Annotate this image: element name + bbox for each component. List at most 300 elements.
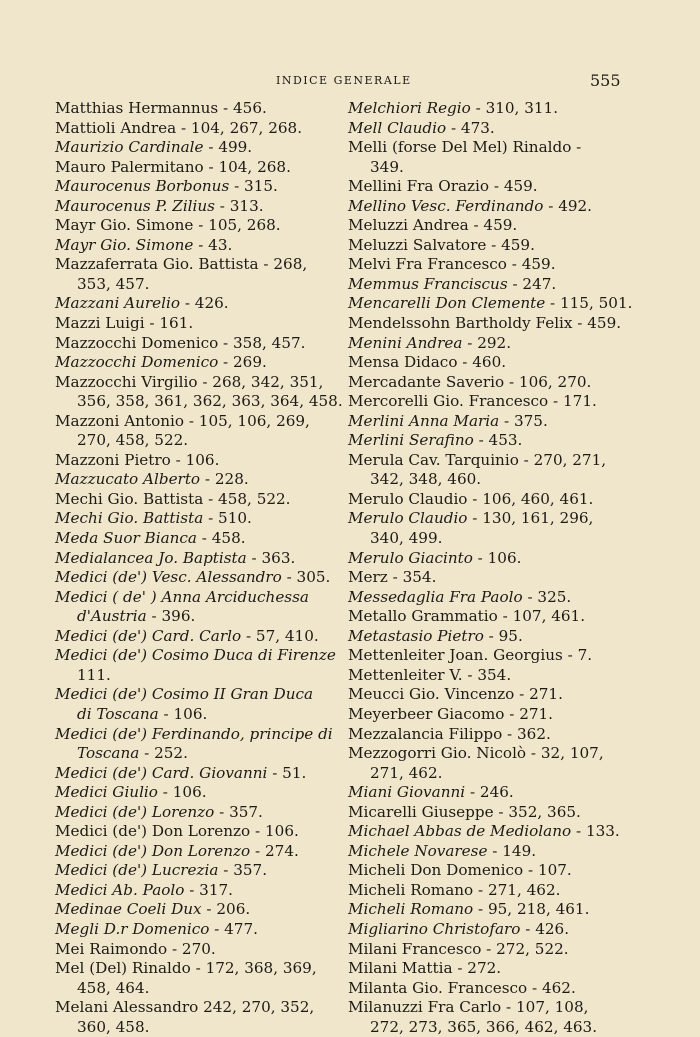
entry-name: Micheli Don Domenico xyxy=(348,861,524,880)
entry-line xyxy=(348,881,620,901)
index-entry xyxy=(55,627,335,647)
index-entry xyxy=(348,216,620,236)
index-entry xyxy=(55,685,335,724)
entry-page-refs: - 270, 271, xyxy=(518,450,607,469)
entry-page-refs: 360, 458. xyxy=(77,1017,150,1036)
entry-name: Medici (de') Don Lorenzo xyxy=(55,822,251,841)
entry-name: Memmus Franciscus xyxy=(348,274,508,293)
entry-page-refs: - 357. xyxy=(218,861,268,880)
entry-line xyxy=(55,294,335,314)
entry-name: Melli (forse Del Mel) Rinaldo xyxy=(348,138,572,157)
entry-line xyxy=(55,568,335,588)
entry-name: Maurocenus P. Zilius xyxy=(55,196,215,215)
entry-line xyxy=(55,529,335,549)
entry-page-refs: - 161. xyxy=(144,314,194,333)
entry-name: Milani Mattia xyxy=(348,959,453,978)
entry-name: Mazzocchi Virgilio xyxy=(55,372,198,391)
entry-page-refs: - 269. xyxy=(218,353,267,372)
entry-line xyxy=(348,940,620,960)
index-entry xyxy=(348,353,620,373)
entry-page-refs: - 43. xyxy=(193,235,233,254)
index-entry xyxy=(348,294,633,314)
entry-page-refs: - 206. xyxy=(201,900,251,919)
entry-name: Mazzucato Alberto xyxy=(55,470,201,489)
entry-continuation xyxy=(55,1018,335,1037)
entry-name: Merulo Claudio xyxy=(348,489,468,508)
entry-name: Melvi Fra Francesco xyxy=(348,255,507,274)
entry-line xyxy=(348,490,620,510)
entry-name: Mezzalancia Filippo xyxy=(348,724,503,743)
entry-name: Mazzocchi Domenico xyxy=(55,333,219,352)
right-index-column xyxy=(348,99,633,1037)
entry-name: Merulo Giacinto xyxy=(348,548,473,567)
entry-page-refs: - 105, 268. xyxy=(193,216,281,235)
entry-continuation xyxy=(55,705,335,725)
entry-page-refs: - 51. xyxy=(267,763,307,782)
index-entry xyxy=(55,764,335,784)
entry-page-refs: - 459. xyxy=(468,216,518,235)
entry-line xyxy=(348,666,620,686)
entry-name: Mettenleiter Joan. Georgius xyxy=(348,646,563,665)
entry-line xyxy=(348,353,620,373)
entry-page-refs: - 458, 522. xyxy=(203,489,291,508)
entry-page-refs: - 352, 365. xyxy=(493,802,581,821)
entry-page-refs: - 271. xyxy=(504,704,554,723)
entry-page-refs: - 315. xyxy=(229,177,278,196)
entry-name: Mazzoni Pietro xyxy=(55,450,171,469)
index-entry xyxy=(55,646,335,685)
entry-page-refs: - 292. xyxy=(462,333,512,352)
entry-name: Miani Giovanni xyxy=(348,783,466,802)
entry-page-refs: - 246. xyxy=(465,783,514,802)
entry-line xyxy=(348,275,620,295)
entry-name: Toscana xyxy=(77,744,140,763)
index-entry xyxy=(55,725,335,764)
entry-page-refs: - 107. xyxy=(523,861,572,880)
entry-page-refs: - 268, xyxy=(258,255,308,274)
entry-line xyxy=(348,412,620,432)
index-entry xyxy=(55,412,335,451)
entry-name: Mazzi Luigi xyxy=(55,314,145,333)
entry-name: Melani Alessandro xyxy=(55,998,199,1017)
entry-page-refs: - 354. xyxy=(462,665,512,684)
entry-page-refs: 111. xyxy=(77,665,111,684)
entry-page-refs: - 106. xyxy=(472,548,522,567)
index-entry xyxy=(55,490,335,510)
entry-line xyxy=(55,353,335,373)
entry-page-refs: 342, 348, 460. xyxy=(370,470,482,489)
index-entry xyxy=(55,783,335,803)
index-entry xyxy=(348,705,620,725)
entry-name: Medici (de') Cosimo Duca di Firenze xyxy=(55,646,336,665)
index-entry xyxy=(55,372,343,412)
entry-line xyxy=(348,822,620,842)
index-entry xyxy=(348,373,620,393)
index-entry xyxy=(348,549,620,569)
entry-line xyxy=(55,334,335,354)
index-entry xyxy=(55,236,335,256)
index-entry xyxy=(55,861,335,881)
entry-name: Mattioli Andrea xyxy=(55,118,177,137)
entry-page-refs: 270, 458, 522. xyxy=(77,431,189,450)
entry-page-refs: - 104, 267, 268. xyxy=(176,118,303,137)
index-entry xyxy=(55,99,335,119)
index-entry xyxy=(348,842,620,862)
index-entry xyxy=(55,509,335,529)
index-entry xyxy=(55,588,335,627)
index-entry xyxy=(55,158,335,178)
index-entry xyxy=(348,431,620,451)
index-entry xyxy=(55,334,335,354)
entry-name: Meyerbeer Giacomo xyxy=(348,704,505,723)
entry-line xyxy=(55,588,335,608)
entry-page-refs: - 477. xyxy=(209,919,258,938)
entry-line xyxy=(55,314,335,334)
entry-page-refs: - 272. xyxy=(452,959,502,978)
entry-line xyxy=(55,646,335,666)
entry-page-refs: - 106. xyxy=(170,450,220,469)
entry-line xyxy=(55,627,335,647)
entry-continuation xyxy=(348,764,620,784)
entry-name: Mazzoni Antonio xyxy=(55,411,184,430)
entry-name: Mezzogorri Gio. Nicolò xyxy=(348,744,527,763)
entry-line xyxy=(55,216,335,236)
entry-continuation xyxy=(55,744,335,764)
entry-page-refs: - 106, 460, 461. xyxy=(467,489,594,508)
entry-line xyxy=(348,920,620,940)
index-entry xyxy=(55,294,335,314)
entry-page-refs: - 105, 106, 269, xyxy=(184,411,310,430)
entry-line xyxy=(55,881,335,901)
index-entry xyxy=(348,803,620,823)
entry-line xyxy=(55,842,335,862)
entry-name: Meucci Gio. Vincenzo xyxy=(348,685,515,704)
entry-line xyxy=(55,940,335,960)
entry-page-refs: - 313. xyxy=(214,196,264,215)
entry-page-refs: - 106. xyxy=(250,822,299,841)
entry-page-refs: - 458. xyxy=(196,529,246,548)
index-entry xyxy=(55,255,335,294)
index-entry xyxy=(55,529,335,549)
index-entry xyxy=(348,822,620,842)
index-entry xyxy=(55,353,335,373)
entry-line xyxy=(55,99,335,119)
index-entry xyxy=(348,627,620,647)
index-entry xyxy=(55,881,335,901)
entry-line xyxy=(55,783,335,803)
index-entry xyxy=(348,412,620,432)
index-entry xyxy=(55,998,335,1037)
index-entry xyxy=(55,197,335,217)
index-entry xyxy=(348,138,620,177)
entry-line xyxy=(348,842,620,862)
entry-line xyxy=(348,803,620,823)
index-entry xyxy=(348,275,620,295)
entry-page-refs: - 133. xyxy=(571,822,620,841)
entry-name: Medici Ab. Paolo xyxy=(55,880,185,899)
entry-line xyxy=(348,255,620,275)
entry-line xyxy=(55,725,335,745)
entry-name: Mechi Gio. Battista xyxy=(55,509,204,528)
running-header xyxy=(0,72,700,94)
entry-page-refs: - 228. xyxy=(200,470,249,489)
entry-line xyxy=(348,373,620,393)
entry-line xyxy=(55,373,335,393)
entry-name: d'Austria xyxy=(77,607,147,626)
entry-line xyxy=(55,255,335,275)
entry-page-refs: - 115, 501. xyxy=(545,294,633,313)
entry-line xyxy=(348,177,620,197)
entry-name: Milani Francesco xyxy=(348,939,482,958)
index-entry xyxy=(348,920,620,940)
index-entry xyxy=(348,861,620,881)
entry-name: Merlini Anna Maria xyxy=(348,411,500,430)
index-entry xyxy=(55,842,335,862)
entry-line xyxy=(348,685,620,705)
entry-continuation xyxy=(55,392,343,412)
index-entry xyxy=(348,900,620,920)
entry-name: Metastasio Pietro xyxy=(348,626,484,645)
entry-page-refs: - 354. xyxy=(387,568,437,587)
entry-name: Milanuzzi Fra Carlo xyxy=(348,998,502,1017)
entry-line xyxy=(55,451,335,471)
entry-page-refs: - 130, 161, 296, xyxy=(467,509,594,528)
entry-line xyxy=(348,236,620,256)
entry-page-refs: - 459. xyxy=(486,235,535,254)
entry-page-refs: - 456. xyxy=(218,99,267,117)
entry-line xyxy=(348,627,620,647)
entry-page-refs: - 426. xyxy=(520,919,570,938)
entry-line xyxy=(348,216,620,236)
index-entry xyxy=(348,177,620,197)
entry-page-refs: - 459. xyxy=(506,255,556,274)
entry-name: Medici (de') Cosimo II Gran Duca xyxy=(55,685,314,704)
entry-name: Mercadante Saverio xyxy=(348,372,505,391)
entry-continuation xyxy=(55,431,335,451)
entry-page-refs: 356, 358, 361, 362, 363, 364, 458. xyxy=(77,392,343,411)
index-entry xyxy=(55,568,335,588)
index-entry xyxy=(55,451,335,471)
entry-name: Maurocenus Borbonus xyxy=(55,177,230,196)
entry-name: Medici (de') Ferdinando, principe di xyxy=(55,724,333,743)
entry-line xyxy=(348,861,620,881)
entry-name: Micheli Romano xyxy=(348,880,474,899)
entry-name: Medici (de') Lorenzo xyxy=(55,802,215,821)
entry-line xyxy=(55,158,335,178)
entry-line xyxy=(55,509,335,529)
entry-name: Mazzaferrata Gio. Battista xyxy=(55,255,259,274)
entry-page-refs: 272, 273, 365, 366, 462, 463. xyxy=(370,1017,598,1036)
entry-name: Mayr Gio. Simone xyxy=(55,235,194,254)
entry-page-refs: - 363. xyxy=(246,548,296,567)
entry-page-refs: - 459. xyxy=(572,314,622,333)
entry-line xyxy=(55,900,335,920)
entry-page-refs: - 247. xyxy=(507,274,557,293)
entry-page-refs: - 317. xyxy=(184,880,233,899)
page-number: 555 xyxy=(590,71,621,90)
entry-line xyxy=(348,900,620,920)
entry-page-refs: - 57, 410. xyxy=(241,626,319,645)
entry-name: Medici (de') Don Lorenzo xyxy=(55,841,251,860)
index-entry xyxy=(348,607,620,627)
index-entry xyxy=(348,119,620,139)
entry-line xyxy=(348,334,620,354)
index-entry xyxy=(348,959,620,979)
entry-continuation xyxy=(348,470,620,490)
index-entry xyxy=(55,822,335,842)
index-entry xyxy=(55,138,335,158)
entry-name: Medici ( de' ) Anna Arciduchessa xyxy=(55,587,309,606)
index-entry xyxy=(348,451,620,490)
entry-name: Megli D.r Domenico xyxy=(55,919,210,938)
entry-line xyxy=(55,764,335,784)
entry-name: Mazzani Aurelio xyxy=(55,294,180,313)
entry-line xyxy=(55,685,335,705)
entry-line xyxy=(55,177,335,197)
left-index-column xyxy=(55,99,343,1037)
entry-name: Micheli Romano xyxy=(348,900,474,919)
entry-name: di Toscana xyxy=(77,704,159,723)
entry-line xyxy=(55,119,335,139)
index-entry xyxy=(55,940,335,960)
entry-page-refs: - 426. xyxy=(180,294,229,313)
entry-name: Milanta Gio. Francesco xyxy=(348,978,528,997)
entry-page-refs: - 375. xyxy=(499,411,548,430)
entry-line xyxy=(348,451,620,471)
entry-line xyxy=(348,431,620,451)
index-entry xyxy=(348,998,620,1037)
entry-page-refs: 353, 457. xyxy=(77,274,150,293)
entry-name: Meluzzi Salvatore xyxy=(348,235,487,254)
index-entry xyxy=(348,744,620,783)
entry-page-refs: - 492. xyxy=(543,196,593,215)
entry-line xyxy=(55,959,335,979)
entry-page-refs: - 305. xyxy=(281,568,331,587)
entry-line xyxy=(55,490,335,510)
entry-line xyxy=(348,979,620,999)
entry-line xyxy=(348,119,620,139)
entry-page-refs: - 462. xyxy=(527,978,576,997)
index-entry xyxy=(55,216,335,236)
entry-continuation xyxy=(348,529,620,549)
entry-line xyxy=(55,138,335,158)
entry-name: Metallo Grammatio xyxy=(348,607,498,626)
entry-line xyxy=(55,549,335,569)
entry-line xyxy=(348,705,620,725)
entry-page-refs: - 362. xyxy=(502,724,551,743)
entry-name: Mettenleiter V. xyxy=(348,665,463,684)
index-entry xyxy=(348,99,620,119)
entry-page-refs: - 272, 522. xyxy=(481,939,569,958)
index-entry xyxy=(348,334,620,354)
entry-name: Medici (de') Card. Giovanni xyxy=(55,763,268,782)
entry-line xyxy=(348,138,620,158)
entry-page-refs: - 274. xyxy=(250,841,299,860)
entry-page-refs: 340, 499. xyxy=(370,529,443,548)
index-entry xyxy=(348,979,620,999)
entry-page-refs: - 460. xyxy=(457,353,507,372)
header-title: INDICE GENERALE xyxy=(276,74,412,87)
index-entry xyxy=(348,314,620,334)
entry-page-refs: - 106. xyxy=(157,783,207,802)
entry-name: Mell Claudio xyxy=(348,118,447,137)
entry-page-refs: - 95, 218, 461. xyxy=(473,900,590,919)
entry-page-refs: - 473. xyxy=(446,118,495,137)
entry-page-refs: 271, 462. xyxy=(370,763,443,782)
entry-line xyxy=(348,588,620,608)
entry-name: Micarelli Giuseppe xyxy=(348,802,494,821)
entry-page-refs: - 104, 268. xyxy=(203,157,291,176)
entry-continuation xyxy=(348,1018,620,1037)
entry-line xyxy=(348,783,620,803)
index-entry xyxy=(55,177,335,197)
index-entry xyxy=(348,392,620,412)
index-entry xyxy=(348,685,620,705)
entry-line xyxy=(348,549,620,569)
entry-name: Mechi Gio. Battista xyxy=(55,489,204,508)
index-entry xyxy=(55,900,335,920)
entry-line xyxy=(55,861,335,881)
entry-name: Medici (de') Vesc. Alessandro xyxy=(55,568,282,587)
entry-page-refs: - 358, 457. xyxy=(218,333,306,352)
entry-name: Mel (Del) Rinaldo xyxy=(55,959,191,978)
entry-continuation xyxy=(55,666,335,686)
entry-line xyxy=(348,959,620,979)
index-entry xyxy=(348,509,620,548)
entry-name: Merlini Serafino xyxy=(348,431,474,450)
index-entry xyxy=(348,881,620,901)
entry-line xyxy=(348,725,620,745)
entry-line xyxy=(55,412,335,432)
entry-line xyxy=(55,470,335,490)
entry-page-refs: - 325. xyxy=(522,587,572,606)
entry-name: Mayr Gio. Simone xyxy=(55,216,194,235)
entry-line xyxy=(348,294,633,314)
entry-name: Mazzocchi Domenico xyxy=(55,353,219,372)
entry-page-refs: - 310, 311. xyxy=(470,99,559,117)
entry-name: Medinae Coeli Dux xyxy=(55,900,202,919)
index-entry xyxy=(348,236,620,256)
entry-line xyxy=(55,920,335,940)
entry-line xyxy=(348,509,620,529)
entry-page-refs: - 172, 368, 369, xyxy=(190,959,317,978)
entry-page-refs: - 149. xyxy=(487,841,537,860)
entry-page-refs: - 453. xyxy=(473,431,523,450)
index-entry xyxy=(348,940,620,960)
index-entry xyxy=(348,783,620,803)
entry-continuation xyxy=(55,607,335,627)
entry-name: Meda Suor Bianca xyxy=(55,529,197,548)
entry-line xyxy=(348,607,620,627)
index-entry xyxy=(348,255,620,275)
entry-page-refs: - 171. xyxy=(548,392,597,411)
entry-page-refs: - 357. xyxy=(214,802,263,821)
index-entry xyxy=(348,568,620,588)
entry-line xyxy=(348,568,620,588)
index-entry xyxy=(348,588,620,608)
entry-continuation xyxy=(55,275,335,295)
entry-name: Migliarino Christofaro xyxy=(348,919,521,938)
entry-page-refs: - xyxy=(571,138,582,157)
entry-name: Matthias Hermannus xyxy=(55,99,219,117)
entry-page-refs: - 106. xyxy=(158,704,208,723)
index-entry xyxy=(55,470,335,490)
index-entry xyxy=(55,920,335,940)
entry-name: Michael Abbas de Mediolano xyxy=(348,822,572,841)
entry-name: Michele Novarese xyxy=(348,841,488,860)
entry-name: Messedaglia Fra Paolo xyxy=(348,587,523,606)
index-entry xyxy=(55,314,335,334)
